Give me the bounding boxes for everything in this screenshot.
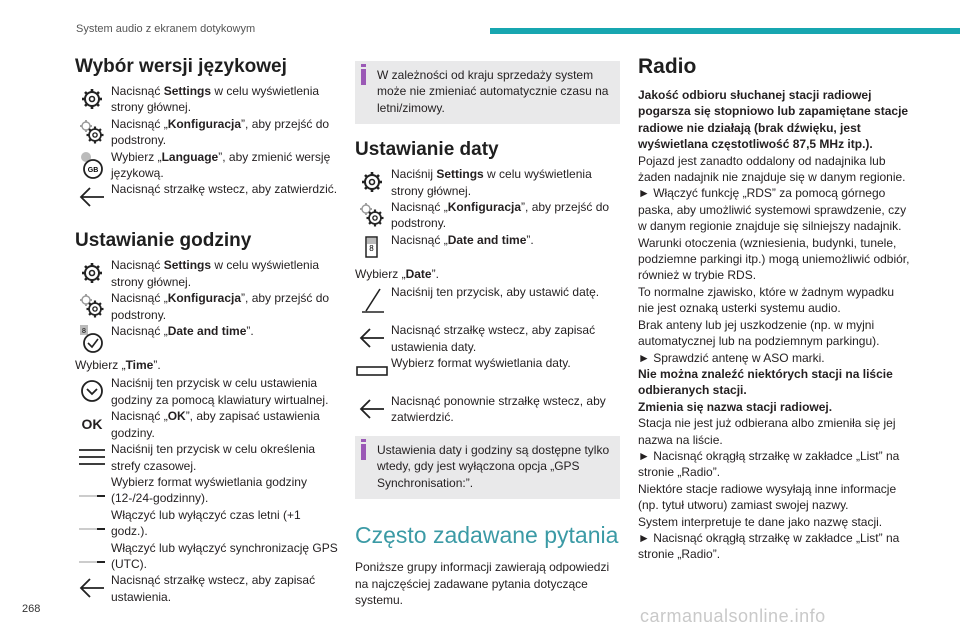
- info-icon: [361, 444, 366, 460]
- radio-answer: Stacja nie jest już odbierana albo zmieniła się jej nazwa na liście.: [638, 416, 896, 447]
- back-arrow-icon: [75, 181, 109, 213]
- svg-text:8: 8: [82, 328, 86, 336]
- pencil-icon: [355, 284, 389, 316]
- menu-icon: [75, 441, 109, 473]
- toggle-icon: [75, 540, 109, 572]
- ok-icon: OK: [81, 416, 103, 433]
- radio-answer: System interpretuje te dane jako nazwę stacji.: [638, 514, 883, 529]
- time-step-10: Nacisnąć strzałkę wstecz, aby zapisać ustawienia.: [75, 572, 340, 605]
- settings-gear-icon: [75, 83, 109, 115]
- radio-answer: Warunki otoczenia (wzniesienia, budynki, tunele, podziemne parkingi itp.) mogą uniemożliwić odbiór, również w trybie RDS.: [638, 235, 910, 283]
- language-step-2: Nacisnąć „Konfiguracja”, aby przejść do podstrony.: [75, 116, 340, 149]
- time-choose: Wybierz „Time”.: [75, 358, 161, 373]
- calendar-icon: [355, 232, 389, 264]
- back-arrow-icon: [75, 572, 109, 604]
- radio-answer: Niektóre stacje radiowe wysyłają inne informacje (np. tytuł utworu) zamiast swojej nazwy.: [638, 481, 897, 513]
- date-step-3: 8 Nacisnąć „Date and time”.: [355, 232, 620, 264]
- faq-intro: Poniższe grupy informacji zawierają odpowiedzi na najczęściej zadawane pytania dotyczące systemu.: [355, 560, 610, 607]
- radio-answer: ► Nacisnąć okrągłą strzałkę w zakładce „List” na stronie „Radio”.: [638, 448, 900, 480]
- column-left: [75, 55, 340, 605]
- date-step-4: Naciśnij ten przycisk, aby ustawić datę.: [355, 284, 620, 316]
- page-number: 268: [22, 603, 41, 615]
- faq-title: Często zadawane pytania: [355, 522, 619, 549]
- language-title: Wybór wersji językowej: [75, 56, 287, 77]
- configuration-gears-icon: [75, 290, 109, 322]
- column-right: [638, 55, 910, 563]
- radio-question: Jakość odbioru słuchanej stacji radiowej pogarsza się stopniowo lub zapamiętane stacje radiowe nie działają (brak dźwięku, jest wyświetlana częstotliwość 87,5 MHz itp.).: [638, 88, 909, 152]
- date-time-icon: [75, 323, 109, 355]
- date-format-icon: [355, 355, 389, 387]
- language-flag-icon: [75, 149, 109, 181]
- time-step-7: Wybierz format wyświetlania godziny (12-/24-godzinny).: [75, 474, 340, 507]
- date-step-7: Nacisnąć ponownie strzałkę wstecz, aby zatwierdzić.: [355, 393, 620, 426]
- date-choose: Wybierz „Date”.: [355, 266, 439, 281]
- svg-text:8: 8: [369, 243, 374, 253]
- time-step-4: Naciśnij ten przycisk w celu ustawienia godziny za pomocą klawiatury wirtualnej.: [75, 375, 340, 408]
- date-step-5: Nacisnąć strzałkę wstecz, aby zapisać ustawienia daty.: [355, 322, 620, 355]
- info-icon: [361, 69, 366, 85]
- back-arrow-icon: [355, 393, 389, 425]
- column-middle: [355, 55, 620, 608]
- time-step-2: Nacisnąć „Konfiguracja”, aby przejść do podstrony.: [75, 290, 340, 323]
- radio-title: Radio: [638, 55, 697, 78]
- date-step-2: Nacisnąć „Konfiguracja”, aby przejść do podstrony.: [355, 199, 620, 232]
- configuration-gears-icon: [355, 199, 389, 231]
- language-step-1: Nacisnąć Settings w celu wyświetlenia strony głównej.: [75, 83, 340, 116]
- info-note: Ustawienia daty i godziny są dostępne tylko wtedy, gdy jest wyłączona opcja „GPS Synchronisation:”.: [355, 436, 620, 499]
- radio-answer: ► Nacisnąć okrągłą strzałkę w zakładce „List” na stronie „Radio”.: [638, 530, 900, 562]
- running-header: System audio z ekranem dotykowym: [76, 23, 256, 35]
- radio-answer: Brak anteny lub jej uszkodzenie (np. w myjni automatycznej lub na podziemnym parkingu).: [638, 317, 880, 349]
- time-step-6: Naciśnij ten przycisk w celu określenia strefy czasowej.: [75, 441, 340, 474]
- time-step-1: Nacisnąć Settings w celu wyświetlenia strony głównej.: [75, 257, 340, 290]
- time-title: Ustawianie godziny: [75, 230, 252, 252]
- language-step-3: GB Wybierz „Language”, aby zmienić wersję językową.: [75, 149, 340, 182]
- configuration-gears-icon: [75, 116, 109, 148]
- settings-gear-icon: [75, 257, 109, 289]
- header-accent-bar: [490, 28, 960, 34]
- time-step-5: OK Nacisnąć „OK”, aby zapisać ustawienia godziny.: [75, 408, 340, 441]
- watermark: carmanualsonline.info: [640, 606, 826, 626]
- chevron-down-icon: [75, 375, 109, 407]
- time-step-8: Włączyć lub wyłączyć czas letni (+1 godz.).: [75, 507, 340, 540]
- radio-answer: To normalne zjawisko, które w żadnym wypadku nie jest oznaką usterki systemu audio.: [638, 284, 895, 316]
- toggle-icon: [75, 507, 109, 539]
- radio-question: Nie można znaleźć niektórych stacji na liście odbieranych stacji.: [638, 366, 893, 398]
- radio-answer: Pojazd jest zanadto oddalony od nadajnika lub żaden nadajnik nie znajduje się w danym regionie.: [638, 153, 906, 185]
- date-title: Ustawianie daty: [355, 139, 499, 161]
- date-step-6: Wybierz format wyświetlania daty.: [355, 355, 620, 387]
- time-step-3: 8 Nacisnąć „Date and time”.: [75, 323, 340, 355]
- radio-question: Zmienia się nazwa stacji radiowej.: [638, 399, 833, 414]
- info-note: W zależności od kraju sprzedaży system może nie zmieniać automatycznie czasu na letni/zimowy.: [355, 61, 620, 124]
- svg-text:GB: GB: [87, 166, 99, 174]
- settings-gear-icon: [355, 166, 389, 198]
- language-step-4: Nacisnąć strzałkę wstecz, aby zatwierdzić.: [75, 181, 340, 213]
- time-step-9: Włączyć lub wyłączyć synchronizację GPS (UTC).: [75, 540, 340, 573]
- toggle-icon: [75, 474, 109, 506]
- radio-answer: ► Włączyć funkcję „RDS” za pomocą górnego paska, aby umożliwić systemowi sprawdzenie, czy w danym regionie znajduje się silniejszy nadajnik.: [638, 186, 907, 234]
- radio-answer: ► Sprawdzić antenę w ASO marki.: [638, 350, 825, 365]
- back-arrow-icon: [355, 322, 389, 354]
- date-step-1: Naciśnij Settings w celu wyświetlenia strony głównej.: [355, 166, 620, 199]
